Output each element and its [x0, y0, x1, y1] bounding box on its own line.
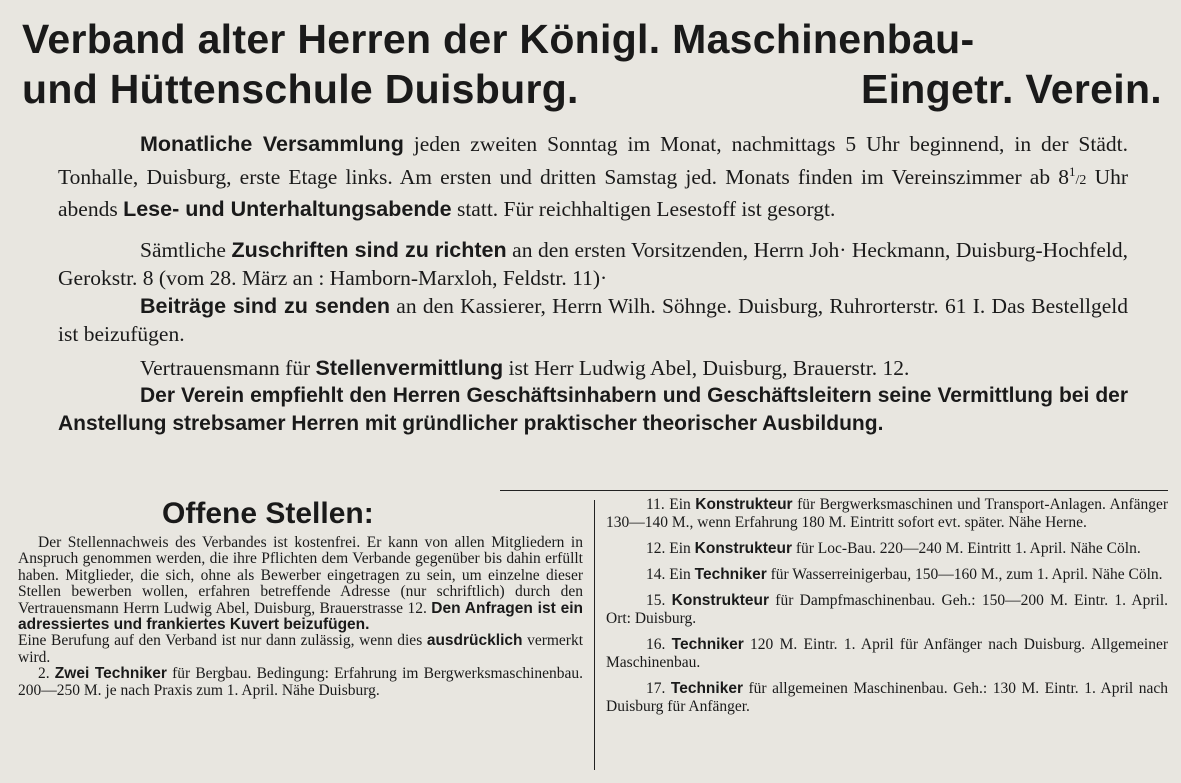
- meeting-text-2: Uhr abends: [58, 165, 1129, 222]
- dues-paragraph: [58, 292, 1128, 348]
- fraction-den: /2: [1075, 173, 1087, 189]
- fraction-num: 1: [1069, 164, 1076, 179]
- job-16-num: 16.: [646, 636, 666, 653]
- correspondence-pre: Sämtliche: [140, 238, 226, 263]
- left-para-1-text: Der Stellennachweis des Verbandes ist kostenfrei. Er kann von allen Mitgliedern in Anspruch genommen werden, die ihre Pflichten dem Verbande gegenüber bis dahin erfüllt haben. Mitglieder, die sich, ohne als Bewerber eingetragen zu sein, um einzelne dieser Stellen bewerben wollen, erfahren betreffende Adresse (nur schriftlich) durch den Vertrauensmann Herrn Ludwig Abel, Duisburg, Brauerstrasse 12.: [18, 534, 583, 617]
- heading-school: und Hüttenschule Duisburg.: [22, 66, 579, 112]
- placement-paragraph: [58, 354, 1128, 382]
- correspondence-text: an den ersten Vorsitzenden, Herrn Joh· Heckmann, Duisburg-Hochfeld, Gerokstr. 8 (vom 28. März an : Hamborn-Marxloh, Feldstr. 11)·: [58, 238, 1129, 291]
- correspondence-paragraph: [58, 236, 1128, 292]
- correspondence-label: Zuschriften sind zu richten: [231, 238, 507, 263]
- job-17-num: 17.: [646, 680, 666, 697]
- left-para-2: [18, 633, 583, 666]
- job-16-title: Techniker: [671, 636, 744, 653]
- job-14: [606, 566, 1168, 584]
- section-divider: [500, 490, 1168, 491]
- left-para-2-b: vermerkt wird.: [18, 632, 584, 666]
- job-2-text: für Bergbau. Bedingung: Erfahrung im Bergwerksmaschinenbau. 200—250 M. je nach Praxis zum 1. April. Nähe Duisburg.: [18, 665, 584, 699]
- job-2: [18, 666, 583, 699]
- job-2-num: 2.: [38, 665, 50, 683]
- job-15-title: Konstrukteur: [671, 592, 769, 609]
- job-14-title: Techniker: [694, 566, 767, 583]
- right-column: [606, 496, 1168, 724]
- heading-line-2: [22, 64, 1162, 114]
- reading-evenings-label: Lese- und Unterhaltungsabende: [123, 197, 452, 222]
- meeting-label: Monatliche Versammlung: [140, 132, 404, 156]
- job-17-text: für allgemeinen Maschinenbau. Geh.: 130 M. Eintr. 1. April nach Duisburg für Anfänger.: [606, 680, 1168, 715]
- meeting-text-3: statt. Für reichhaltigen Lesestoff ist gesorgt.: [456, 197, 836, 222]
- job-17-title: Techniker: [670, 680, 743, 697]
- placement-text: ist Herr Ludwig Abel, Duisburg, Brauerstr. 12.: [508, 356, 910, 381]
- job-16-text: 120 M. Eintr. 1. April für Anfänger nach Duisburg. Allgemeiner Maschinenbau.: [606, 636, 1168, 671]
- left-para-2-bold: ausdrücklich: [426, 632, 523, 650]
- job-11-title: Konstrukteur: [695, 496, 793, 513]
- job-12-text: für Loc-Bau. 220—240 M. Eintritt 1. April. Nähe Cöln.: [795, 540, 1141, 557]
- page-heading: [22, 14, 1172, 114]
- job-11-num: 11. Ein: [646, 496, 691, 513]
- job-14-num: 14. Ein: [646, 566, 691, 583]
- column-divider: [594, 500, 595, 770]
- dues-label: Beiträge sind zu senden: [140, 294, 391, 319]
- dues-text: an den Kassierer, Herrn Wilh. Söhnge. Duisburg, Ruhrorterstr. 61 I. Das Bestellgeld ist beizufügen.: [58, 294, 1128, 347]
- left-para-2-a: Eine Berufung auf den Verband ist nur dann zulässig, wenn dies: [18, 632, 423, 650]
- left-para-1-bold: Den Anfragen ist ein adressiertes und frankiertes Kuvert beizufügen.: [18, 599, 584, 634]
- placement-label: Stellenvermittlung: [315, 356, 504, 381]
- job-2-title: Zwei Techniker: [54, 665, 167, 683]
- job-12-title: Konstrukteur: [694, 540, 792, 557]
- job-12-num: 12. Ein: [646, 540, 691, 557]
- left-para-1: [18, 535, 583, 633]
- job-15: [606, 592, 1168, 628]
- intro-section: [58, 130, 1128, 451]
- open-positions-title: Offene Stellen:: [162, 497, 374, 530]
- job-11: [606, 496, 1168, 532]
- placement-pre: Vertrauensmann für: [140, 356, 311, 381]
- left-column: [18, 535, 583, 699]
- job-12: [606, 540, 1168, 558]
- heading-line-1: Verband alter Herren der Königl. Maschinenbau-: [22, 16, 975, 62]
- job-16: [606, 636, 1168, 672]
- job-17: [606, 680, 1168, 716]
- recommendation-paragraph: Der Verein empfiehlt den Herren Geschäftsinhabern und Geschäftsleitern seine Vermittlung bei der Anstellung strebsamer Herren mit gründlicher praktischer theorischer Ausbildung.: [58, 384, 1128, 436]
- job-14-text: für Wasserreinigerbau, 150—160 M., zum 1. April. Nähe Cöln.: [770, 566, 1163, 583]
- job-15-num: 15.: [646, 592, 666, 609]
- meeting-text: jeden zweiten Sonntag im Monat, nachmittags 5 Uhr beginnend, in der Städt. Tonhalle, Duisburg, erste Etage links. Am ersten und dritten Samstag jed. Monats finden im Vereinszimmer ab 8: [58, 132, 1128, 190]
- job-11-text: für Bergwerksmaschinen und Transport-Anlagen. Anfänger 130—140 M., wenn Erfahrung 180 M. Eintritt sofort evt. später. Nähe Herne.: [606, 496, 1169, 531]
- meeting-paragraph: [58, 130, 1128, 223]
- heading-verein: Eingetr. Verein.: [860, 66, 1162, 112]
- job-15-text: für Dampfmaschinenbau. Geh.: 150—200 M. Eintr. 1. April. Ort: Duisburg.: [606, 592, 1169, 627]
